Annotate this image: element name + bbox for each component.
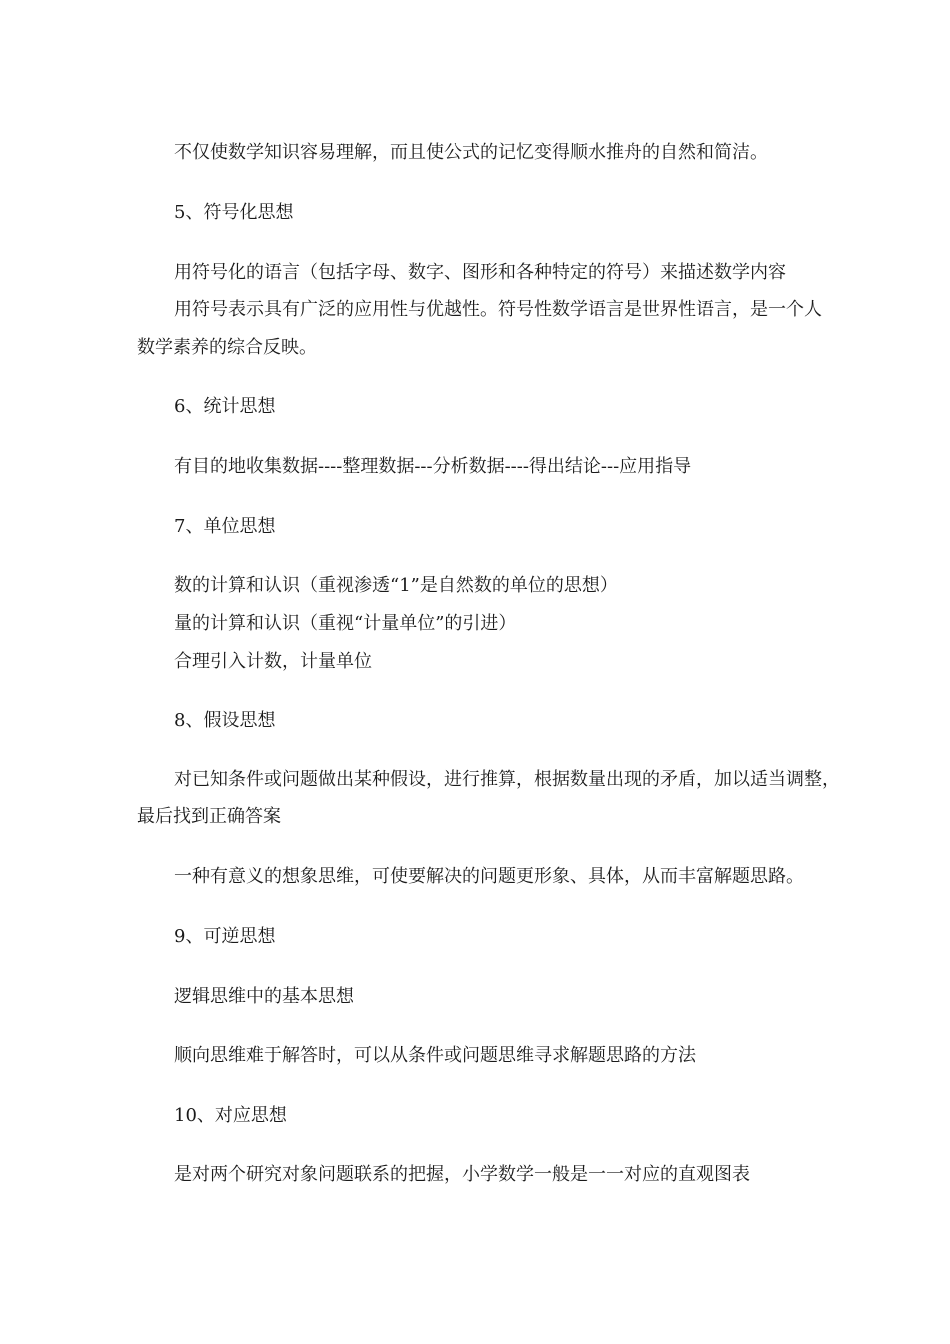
paragraph-continuation: 最后找到正确答案	[137, 806, 281, 827]
paragraph: 是对两个研究对象问题联系的把握，小学数学一般是一一对应的直观图表	[174, 1164, 750, 1185]
paragraph: 逻辑思维中的基本思想	[174, 986, 354, 1007]
paragraph: 数的计算和认识（重视渗透“1”是自然数的单位的思想）	[174, 575, 618, 596]
section-heading-10: 10、对应思想	[174, 1105, 287, 1126]
paragraph: 有目的地收集数据----整理数据---分析数据----得出结论---应用指导	[174, 456, 692, 477]
paragraph: 不仅使数学知识容易理解，而且使公式的记忆变得顺水推舟的自然和简洁。	[174, 142, 768, 163]
paragraph: 用符号化的语言（包括字母、数字、图形和各种特定的符号）来描述数学内容	[174, 262, 786, 283]
paragraph: 对已知条件或问题做出某种假设，进行推算，根据数量出现的矛盾，加以适当调整，	[174, 769, 840, 790]
section-heading-6: 6、统计思想	[174, 396, 276, 417]
paragraph-continuation: 数学素养的综合反映。	[137, 337, 317, 358]
paragraph: 一种有意义的想象思维，可使要解决的问题更形象、具体，从而丰富解题思路。	[174, 866, 804, 887]
section-heading-7: 7、单位思想	[174, 516, 276, 537]
paragraph: 顺向思维难于解答时，可以从条件或问题思维寻求解题思路的方法	[174, 1045, 696, 1066]
paragraph: 用符号表示具有广泛的应用性与优越性。符号性数学语言是世界性语言，是一个人	[174, 299, 822, 320]
paragraph: 量的计算和认识（重视“计量单位”的引进）	[174, 613, 517, 634]
section-heading-9: 9、可逆思想	[174, 926, 276, 947]
section-heading-8: 8、假设思想	[174, 710, 276, 731]
paragraph: 合理引入计数，计量单位	[174, 651, 372, 672]
section-heading-5: 5、符号化思想	[174, 202, 294, 223]
